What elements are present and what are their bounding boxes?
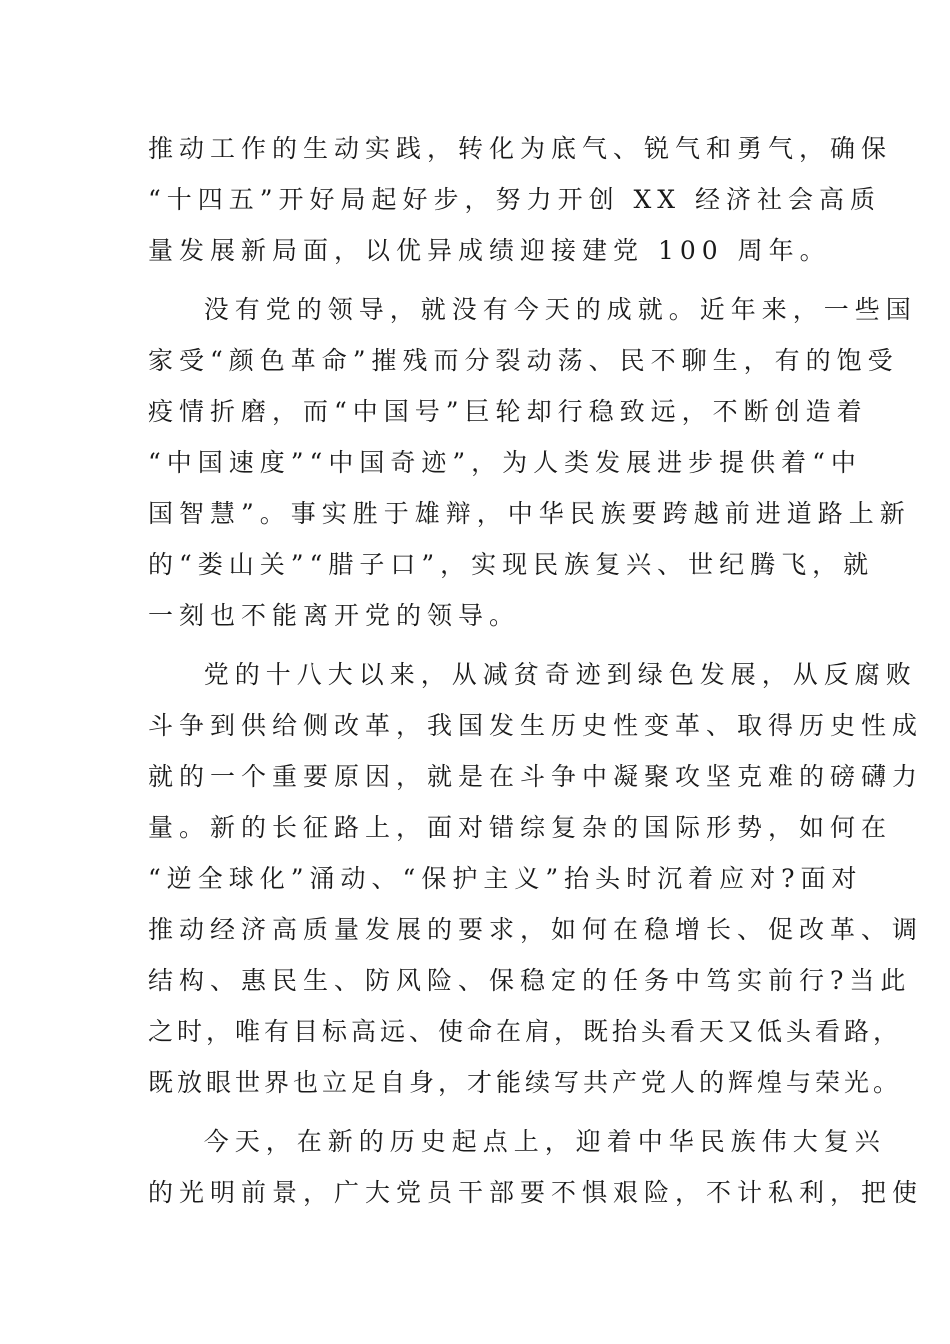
text-line: 量发展新局面，以优异成绩迎接建党 100 周年。 (148, 236, 831, 265)
text-line: 的“娄山关”“腊子口”，实现民族复兴、世纪腾飞，就 (148, 550, 875, 579)
text-line: 的光明前景，广大党员干部要不惧艰险，不计私利，把使 (148, 1178, 924, 1207)
text-line: 量。新的长征路上，面对错综复杂的国际形势，如何在 (148, 813, 893, 842)
text-line: 斗争到供给侧改革，我国发生历史性变革、取得历史性成 (148, 711, 924, 740)
text-line: 疫情折磨，而“中国号”巨轮却行稳致远，不断创造着 (148, 397, 868, 426)
document-body (148, 123, 924, 1218)
text-line: 推动经济高质量发展的要求，如何在稳增长、促改革、调 (148, 915, 924, 944)
text-line: 既放眼世界也立足自身，才能续写共产党人的辉煌与荣光。 (148, 1068, 903, 1097)
text-line: 没有党的领导，就没有今天的成就。近年来，一些国 (148, 295, 917, 324)
text-line: 一刻也不能离开党的领导。 (148, 601, 521, 630)
text-line: 家受“颜色革命”摧残而分裂动荡、民不聊生，有的饱受 (148, 346, 899, 375)
paragraph-3 (148, 649, 924, 1108)
text-line: 就的一个重要原因，就是在斗争中凝聚攻坚克难的磅礴力 (148, 762, 924, 791)
paragraph-1 (148, 123, 893, 276)
paragraph-4 (148, 1116, 924, 1218)
text-line: 结构、惠民生、防风险、保稳定的任务中笃实前行?当此 (148, 966, 912, 995)
text-line: “十四五”开好局起好步，努力开创 XX 经济社会高质 (148, 185, 882, 214)
text-line: “逆全球化”涌动、“保护主义”抬头时沉着应对?面对 (148, 864, 863, 893)
paragraph-2 (148, 284, 917, 641)
text-line: 推动工作的生动实践，转化为底气、锐气和勇气，确保 (148, 134, 893, 163)
text-line: 党的十八大以来，从减贫奇迹到绿色发展，从反腐败 (148, 660, 917, 689)
text-line: “中国速度”“中国奇迹”，为人类发展进步提供着“中 (148, 448, 862, 477)
text-line: 今天，在新的历史起点上，迎着中华民族伟大复兴 (148, 1127, 886, 1156)
text-line: 国智慧”。事实胜于雄辩，中华民族要跨越前进道路上新 (148, 499, 911, 528)
text-line: 之时，唯有目标高远、使命在肩，既抬头看天又低头看路， (148, 1017, 903, 1046)
